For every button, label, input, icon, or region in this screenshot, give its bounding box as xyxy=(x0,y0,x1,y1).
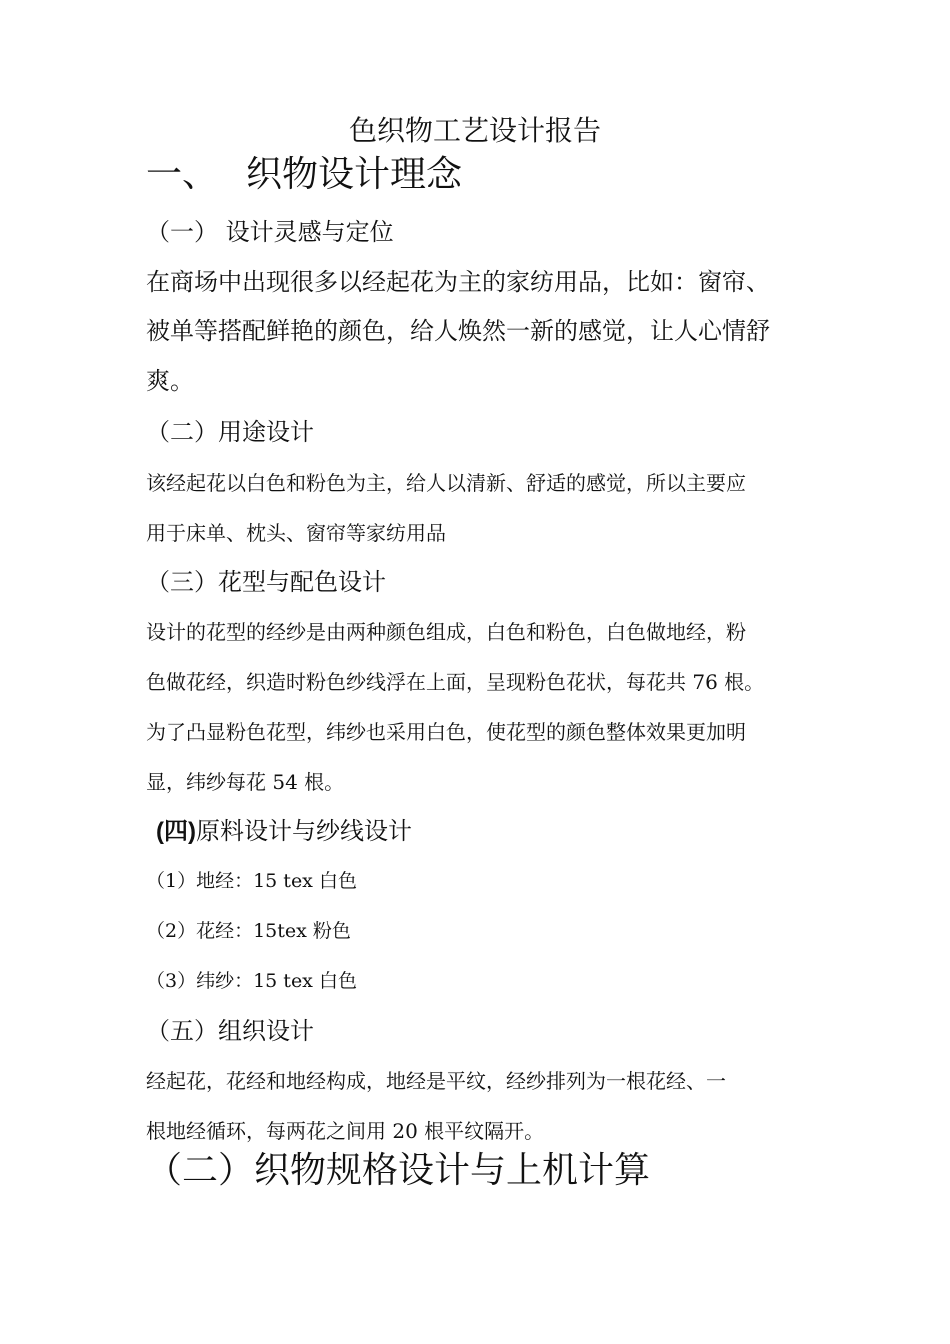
subsection-heading-1: （一） 设计灵感与定位 xyxy=(146,218,394,246)
paragraph-line: 设计的花型的经纱是由两种颜色组成，白色和粉色，白色做地经，粉 xyxy=(146,620,746,644)
section-heading-2: （二）织物规格设计与上机计算 xyxy=(146,1150,651,1191)
section-number: 一、 xyxy=(146,154,219,195)
paragraph-line: 爽。 xyxy=(146,367,194,395)
subsection-heading-4 xyxy=(156,819,412,844)
paragraph-line: 显，纬纱每花 54 根。 xyxy=(146,770,345,794)
subsection-heading-2: （二）用途设计 xyxy=(146,418,314,446)
section-heading-1 xyxy=(146,154,463,195)
document-title: 色织物工艺设计报告 xyxy=(348,114,601,147)
paragraph-line: 该经起花以白色和粉色为主，给人以清新、舒适的感觉，所以主要应 xyxy=(146,471,746,495)
section-title: 织物设计理念 xyxy=(246,154,463,195)
paragraph-line: 在商场中出现很多以经起花为主的家纺用品，比如：窗帘、 xyxy=(146,268,770,296)
list-item: （3）纬纱：15 tex 白色 xyxy=(146,970,357,992)
list-item: （2）花经：15tex 粉色 xyxy=(146,920,351,942)
paragraph-line: 经起花，花经和地经构成，地经是平纹，经纱排列为一根花经、一 xyxy=(146,1069,726,1093)
subsection-heading-5: （五）组织设计 xyxy=(146,1017,314,1045)
paragraph-line: 根地经循环，每两花之间用 20 根平纹隔开。 xyxy=(146,1119,545,1143)
list-item: （1）地经：15 tex 白色 xyxy=(146,870,357,892)
paragraph-line: 被单等搭配鲜艳的颜色，给人焕然一新的感觉，让人心情舒 xyxy=(146,317,770,345)
subsection-heading-3: （三）花型与配色设计 xyxy=(146,568,386,596)
paragraph-line: 为了凸显粉色花型，纬纱也采用白色，使花型的颜色整体效果更加明 xyxy=(146,720,746,744)
subsection-title: 原料设计与纱线设计 xyxy=(195,817,412,845)
subsection-number: (四) xyxy=(156,818,196,845)
paragraph-line: 色做花经，织造时粉色纱线浮在上面，呈现粉色花状，每花共 76 根。 xyxy=(146,670,765,694)
paragraph-line: 用于床单、枕头、窗帘等家纺用品 xyxy=(146,521,446,545)
